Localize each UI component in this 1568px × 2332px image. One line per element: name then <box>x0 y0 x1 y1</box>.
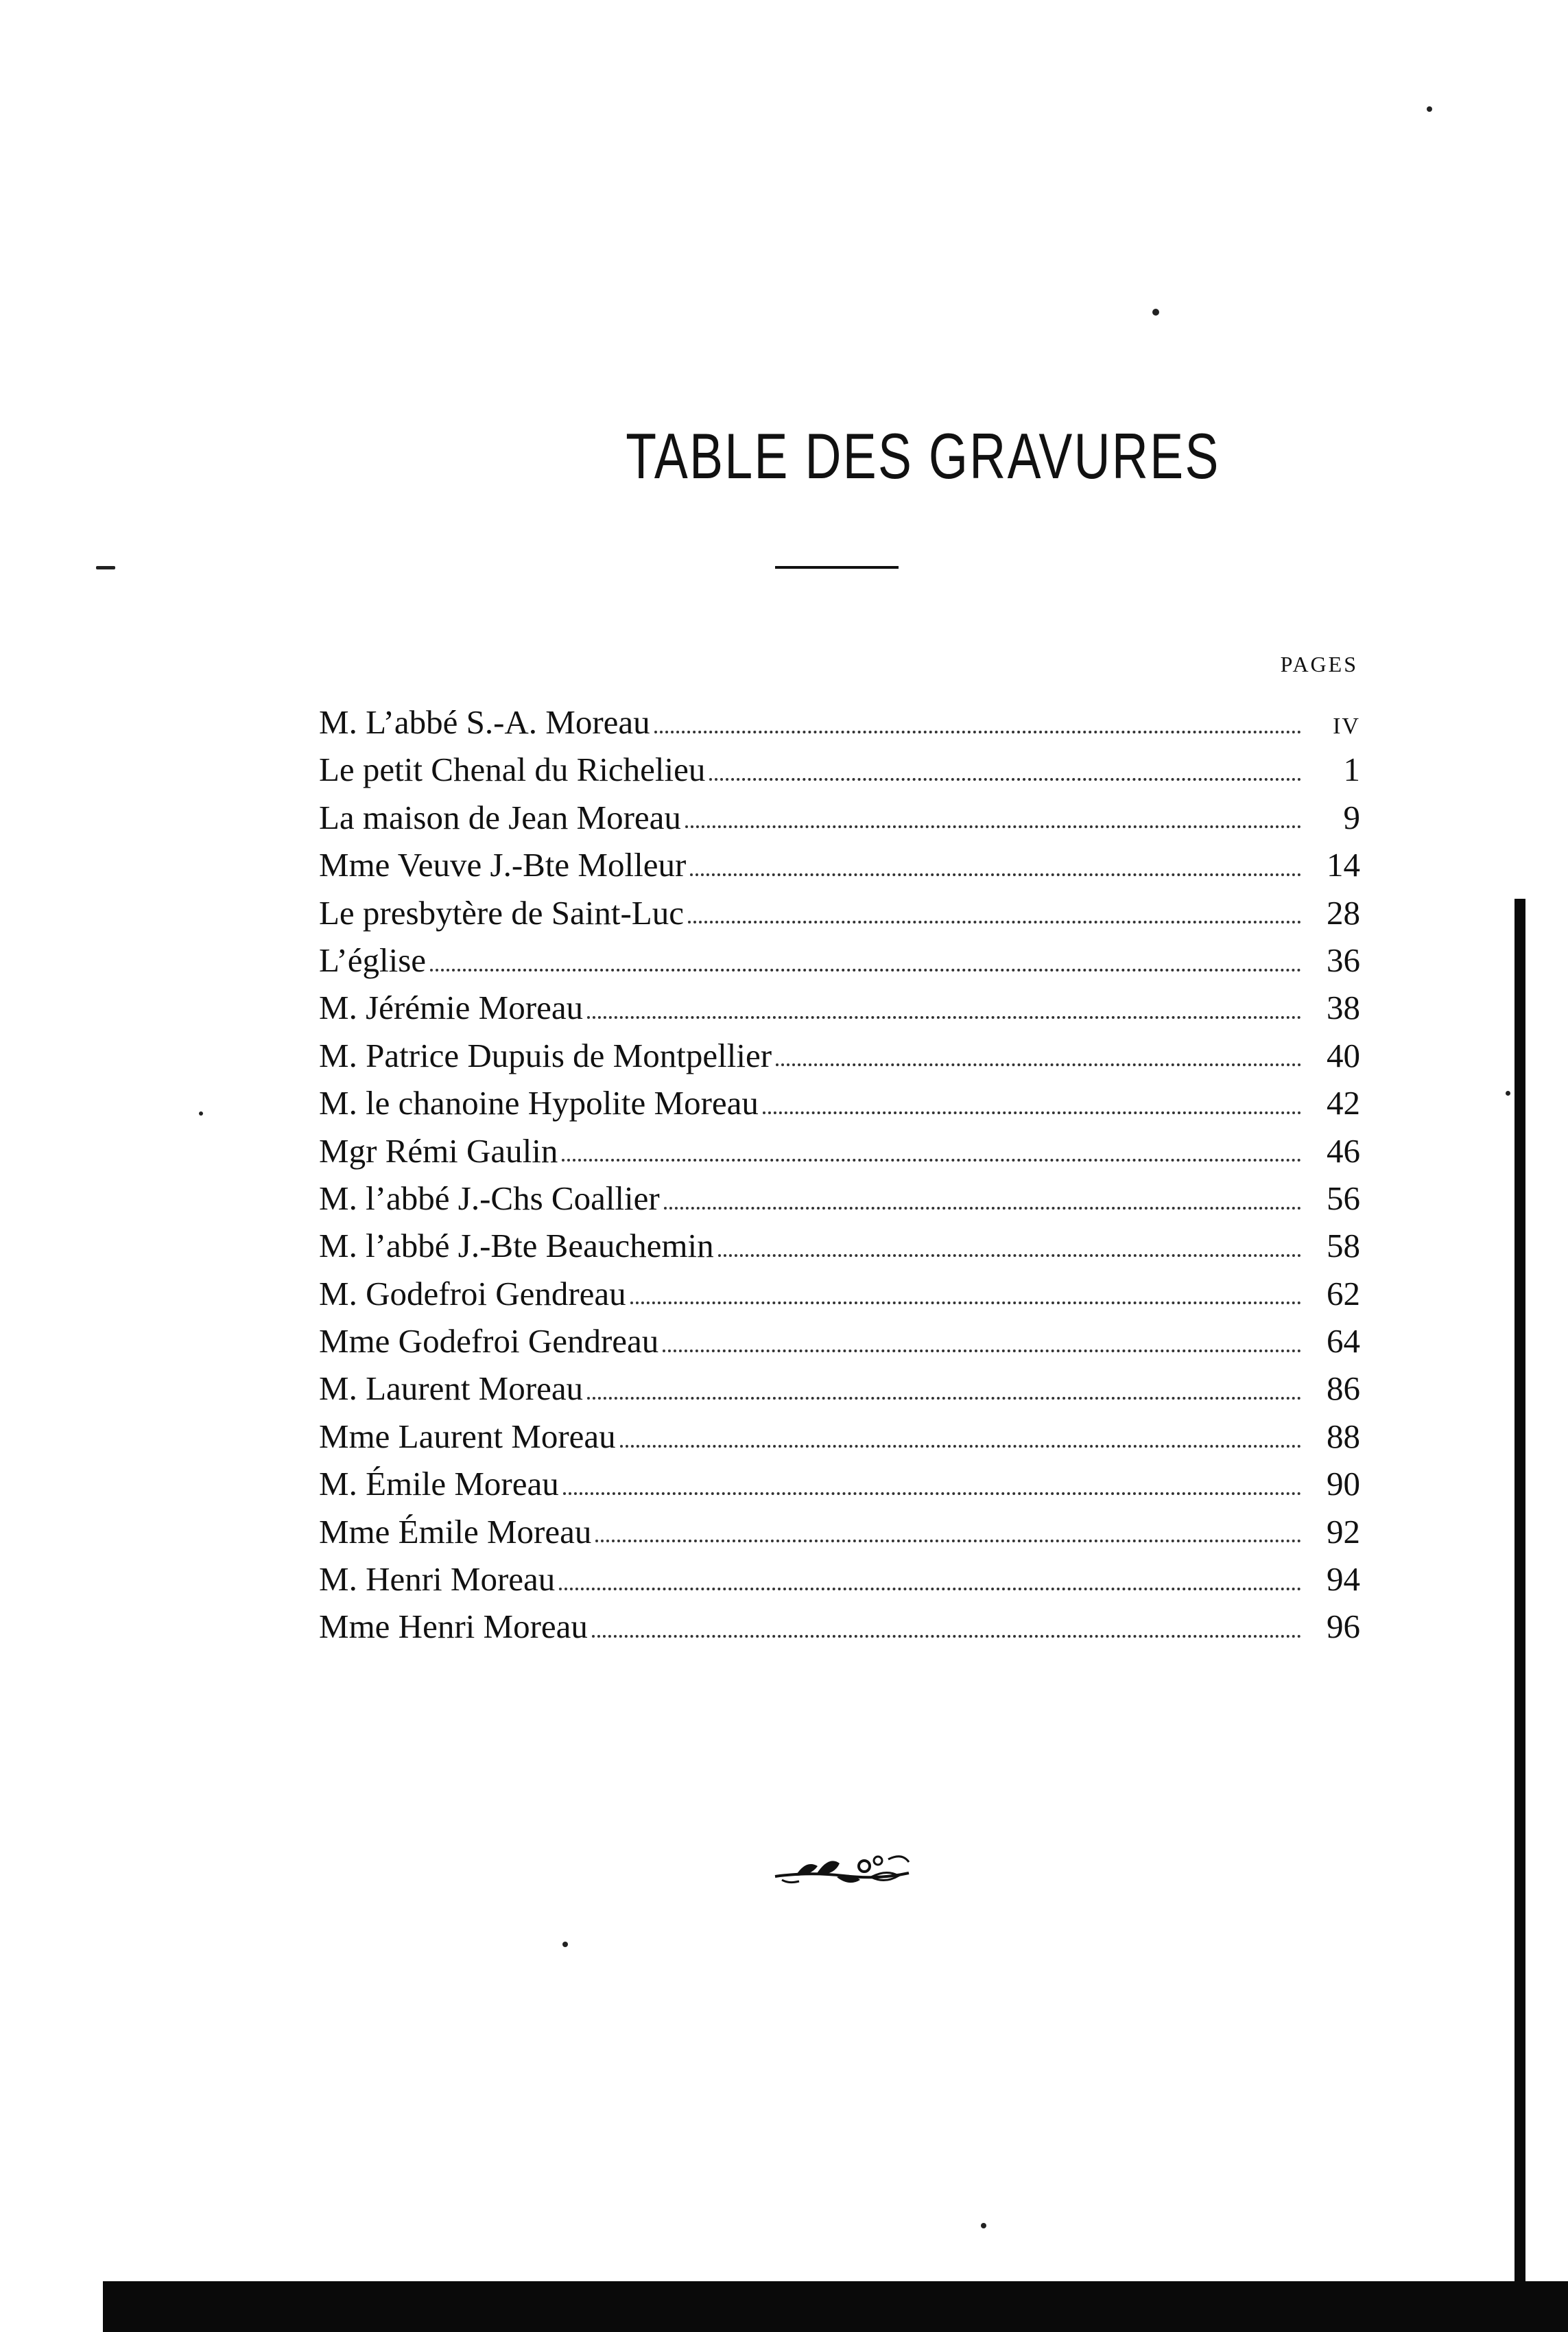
toc-entry-label: M. Godefroi Gendreau <box>319 1274 626 1312</box>
toc-entry-page: 86 <box>1327 1369 1360 1408</box>
toc-entry <box>319 794 1360 841</box>
page-edge-shadow-right <box>1514 899 1525 2319</box>
toc-entry-page: 64 <box>1327 1322 1360 1361</box>
toc-entry <box>319 937 1360 984</box>
toc-entry <box>319 1365 1360 1412</box>
toc-entry-label: M. Émile Moreau <box>319 1465 559 1503</box>
toc-entry-page: 58 <box>1327 1227 1360 1265</box>
toc-entry <box>319 841 1360 888</box>
toc-entry <box>319 1508 1360 1555</box>
dot-leader <box>430 969 1301 971</box>
toc-entry-label: M. l’abbé J.-Bte Beauchemin <box>319 1227 714 1265</box>
toc-entry-label: L’église <box>319 941 427 979</box>
toc-entry-page: 9 <box>1343 798 1360 836</box>
toc-entry <box>319 1270 1360 1317</box>
dot-leader <box>562 1159 1301 1162</box>
toc-entry-label: M. l’abbé J.-Chs Coallier <box>319 1179 660 1217</box>
toc-entry-label: Mme Godefroi Gendreau <box>319 1322 659 1361</box>
toc-entry <box>319 1603 1360 1650</box>
dot-leader <box>592 1635 1301 1638</box>
print-speck <box>1427 106 1432 112</box>
floral-vignette-icon <box>768 1846 919 1894</box>
toc-entry-label: Mme Laurent Moreau <box>319 1417 616 1455</box>
toc-entry-page: 62 <box>1327 1274 1360 1312</box>
toc-entry-label: Le presbytère de Saint-Luc <box>319 893 684 932</box>
dot-leader <box>630 1302 1301 1304</box>
toc-entry-page: iv <box>1333 703 1360 741</box>
toc-entry-label: M. L’abbé S.-A. Moreau <box>319 703 650 741</box>
toc-entry-page: 14 <box>1327 846 1360 884</box>
toc-entry <box>319 1032 1360 1079</box>
toc-entry-page: 1 <box>1343 751 1360 789</box>
print-speck <box>1152 309 1159 316</box>
toc-entry-page: 88 <box>1327 1417 1360 1455</box>
toc-entry-label: M. Henri Moreau <box>319 1560 556 1599</box>
print-speck <box>562 1942 568 1947</box>
dot-leader <box>595 1540 1301 1542</box>
toc-entry <box>319 1555 1360 1603</box>
dot-leader <box>776 1063 1301 1066</box>
toc-entry-label: La maison de Jean Moreau <box>319 798 681 836</box>
pages-column-heading: PAGES <box>1280 652 1358 676</box>
toc-entry-label: M. Jérémie Moreau <box>319 989 584 1027</box>
toc-entry <box>319 1222 1360 1269</box>
toc-entry-page: 28 <box>1327 893 1360 932</box>
dot-leader <box>663 1350 1301 1352</box>
print-speck <box>981 2223 986 2228</box>
toc-entry-label: Mme Veuve J.-Bte Molleur <box>319 846 687 884</box>
toc-entry-page: 46 <box>1327 1131 1360 1170</box>
toc-entry-page: 90 <box>1327 1465 1360 1503</box>
dot-leader <box>563 1492 1301 1495</box>
dot-leader <box>690 873 1301 876</box>
dot-leader <box>587 1397 1301 1400</box>
table-of-engravings <box>319 698 1360 1651</box>
toc-entry-page: 96 <box>1327 1607 1360 1646</box>
toc-entry <box>319 889 1360 937</box>
toc-entry-page: 56 <box>1327 1179 1360 1217</box>
dot-leader <box>688 921 1301 923</box>
toc-entry-label: Mme Henri Moreau <box>319 1607 588 1646</box>
dot-leader <box>709 778 1301 781</box>
toc-entry <box>319 1079 1360 1127</box>
page-title: TABLE DES GRAVURES <box>625 420 1220 492</box>
toc-entry-label: Le petit Chenal du Richelieu <box>319 751 706 789</box>
toc-entry-label: M. Laurent Moreau <box>319 1369 584 1408</box>
print-speck <box>1506 1091 1510 1096</box>
toc-entry <box>319 1127 1360 1175</box>
toc-entry <box>319 1175 1360 1222</box>
page-edge-shadow-bottom <box>103 2281 1568 2332</box>
toc-entry-label: Mme Émile Moreau <box>319 1512 592 1551</box>
dot-leader <box>654 731 1301 733</box>
toc-entry-page: 38 <box>1327 989 1360 1027</box>
dot-leader <box>763 1111 1301 1114</box>
toc-entry-page: 92 <box>1327 1512 1360 1551</box>
title-rule <box>775 566 899 569</box>
toc-entry-page: 94 <box>1327 1560 1360 1599</box>
toc-entry-page: 42 <box>1327 1084 1360 1122</box>
page-title-wrap <box>439 419 1406 494</box>
dot-leader <box>620 1445 1301 1448</box>
print-speck <box>199 1111 203 1116</box>
toc-entry <box>319 1317 1360 1365</box>
toc-entry <box>319 746 1360 793</box>
toc-entry <box>319 984 1360 1031</box>
toc-entry <box>319 698 1360 746</box>
toc-entry-page: 36 <box>1327 941 1360 979</box>
dot-leader <box>685 825 1301 828</box>
dot-leader <box>718 1254 1301 1257</box>
toc-entry-label: M. Patrice Dupuis de Montpellier <box>319 1036 772 1074</box>
dot-leader <box>664 1207 1301 1210</box>
toc-entry-label: Mgr Rémi Gaulin <box>319 1131 558 1170</box>
toc-entry <box>319 1460 1360 1507</box>
toc-entry-page: 40 <box>1327 1036 1360 1074</box>
dot-leader <box>559 1588 1301 1590</box>
toc-entry <box>319 1413 1360 1460</box>
dot-leader <box>587 1016 1301 1019</box>
print-speck <box>96 566 115 569</box>
toc-entry-label: M. le chanoine Hypolite Moreau <box>319 1084 759 1122</box>
